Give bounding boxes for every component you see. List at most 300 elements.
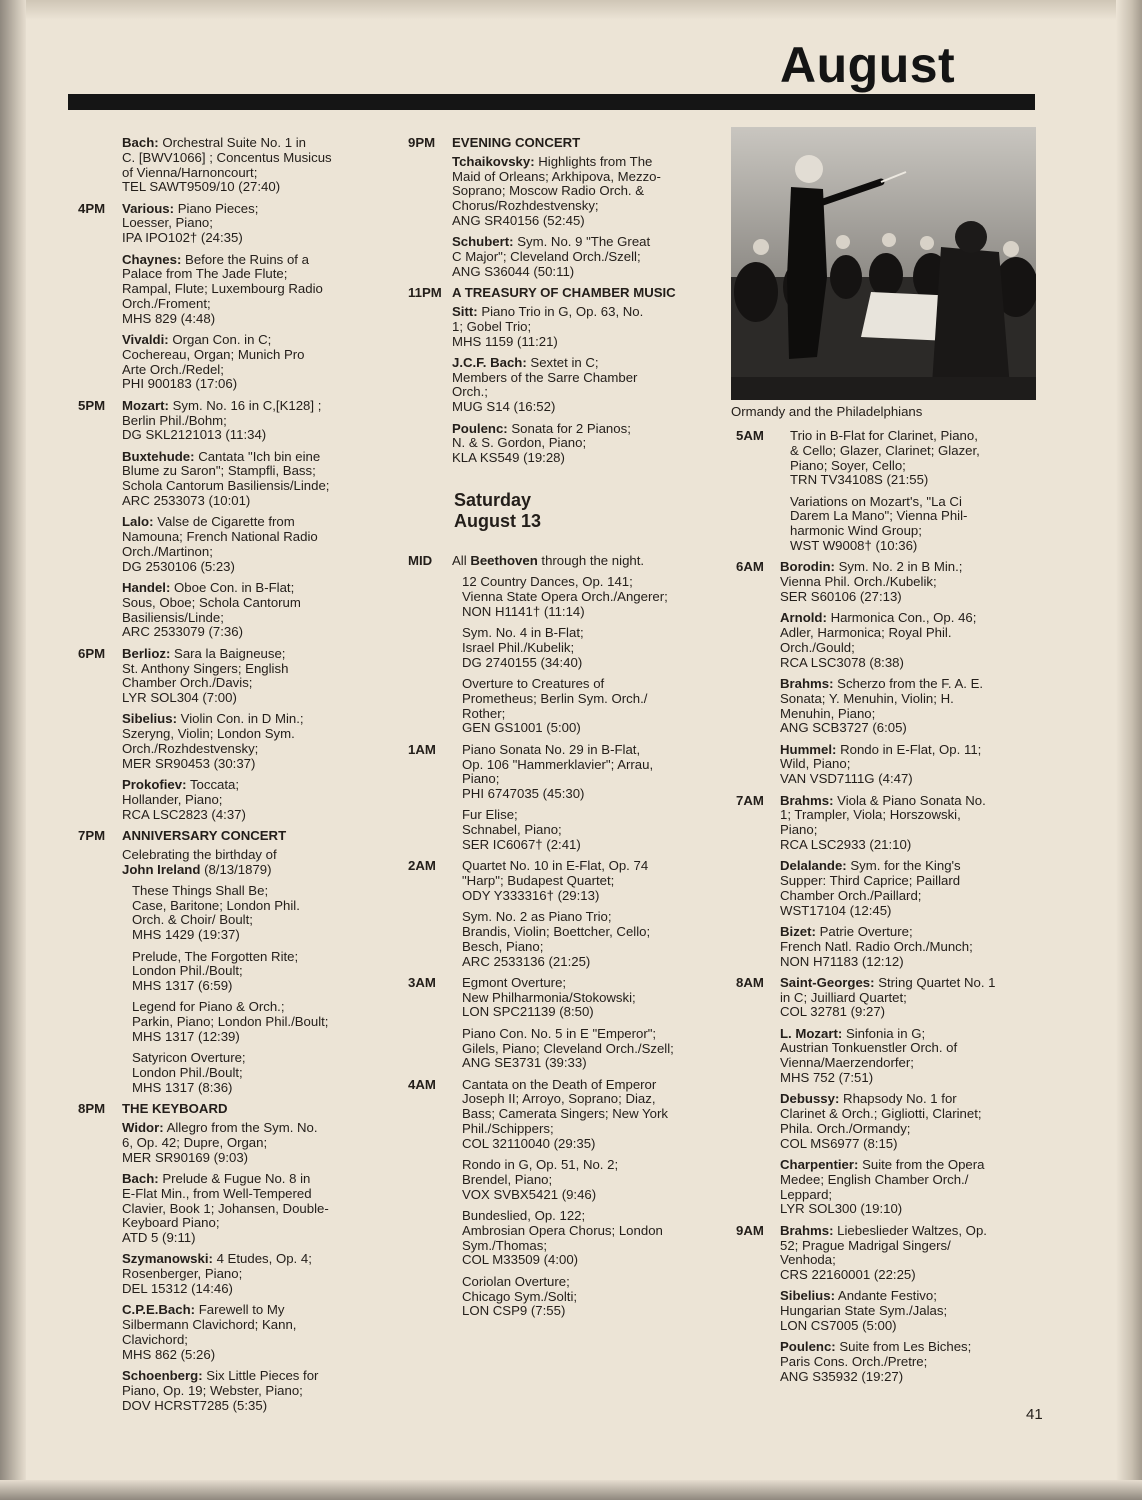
entry-line: MER SR90453 (30:37) (122, 755, 256, 771)
entry-text: Scherzo from the F. A. E. (837, 675, 984, 691)
entry-text: Cantata on the Death of Emperor (462, 1076, 657, 1092)
entry-line: MHS 1159 (11:21) (452, 333, 558, 349)
entry-first-line (122, 647, 378, 662)
entry-first-line (452, 626, 708, 641)
entry-text: Sym. No. 2 as Piano Trio; (462, 909, 612, 925)
entry-first-line (122, 202, 378, 217)
entry-line: Szeryng, Violin; London Sym. (122, 726, 295, 742)
entry-line: LON SPC21139 (8:50) (462, 1004, 594, 1020)
entry-line: Joseph II; Arroyo, Soprano; Diaz, (462, 1091, 656, 1107)
entry-line: MHS 862 (5:26) (122, 1346, 216, 1362)
program-entry (452, 1158, 708, 1202)
time-label: 6AM (736, 559, 764, 575)
entry-first-line (780, 495, 1036, 510)
page-bottom-edge (0, 1480, 1142, 1500)
slot-body (780, 794, 1036, 970)
time-slot (78, 647, 378, 823)
entry-line: COL MS6977 (8:15) (780, 1135, 898, 1151)
program-entry (122, 848, 378, 878)
entry-text: Celebrating the birthday of (122, 846, 277, 862)
entry-text: Rhapsody No. 1 for (843, 1091, 957, 1107)
program-entry (780, 611, 1036, 670)
entry-line: Darem La Mano"; Vienna Phil- (790, 508, 968, 524)
entry-text: Rondo in G, Op. 51, No. 2; (462, 1157, 619, 1173)
entry-text: Sinfonia in G; (845, 1025, 926, 1041)
entry-line: Orch.; (452, 384, 488, 400)
program-entry (452, 859, 708, 903)
composer-name: Bach: (122, 135, 159, 150)
time-slot (736, 794, 1036, 970)
entry-text: Sym. No. 4 in B-Flat; (462, 625, 584, 641)
entry-text: Highlights from The (538, 153, 653, 169)
composer-name: Sibelius: (122, 711, 177, 727)
entry-line: London Phil./Boult; (132, 963, 243, 979)
program-entry (122, 581, 378, 640)
time-label: 1AM (408, 741, 436, 757)
slot-body (122, 1102, 378, 1413)
entry-first-line (122, 848, 378, 863)
entry-line: WST17104 (12:45) (780, 902, 892, 918)
entry-line: Gilels, Piano; Cleveland Orch./Szell; (462, 1040, 674, 1056)
entry-line: VAN VSD7111G (4:47) (780, 771, 913, 787)
entry-line: GEN GS1001 (5:00) (462, 720, 581, 736)
program-entry (452, 1078, 708, 1152)
entry-text: Overture to Creatures of (462, 676, 605, 692)
program-header: THE KEYBOARD (122, 1101, 228, 1117)
entry-text: Sym. No. 2 in B Min.; (838, 559, 963, 575)
entry-line: PHI 6747035 (45:30) (462, 786, 585, 802)
entry-line: Leppard; (780, 1186, 833, 1202)
entry-first-line (122, 778, 378, 793)
entry-line: 1; Gobel Trio; (452, 318, 532, 334)
entry-line: ODY Y333316† (29:13) (462, 887, 600, 903)
entry-text: Sym. for the King's (850, 858, 961, 874)
program-entry (452, 626, 708, 670)
entry-line: Schnabel, Piano; (462, 822, 562, 838)
entry-first-line (780, 794, 1036, 809)
entry-line: MHS 752 (7:51) (780, 1070, 874, 1086)
time-label: 8AM (736, 974, 764, 990)
entry-line: Piano; (780, 822, 818, 838)
time-label: 5AM (736, 428, 764, 443)
entry-text: Egmont Overture; (462, 974, 567, 990)
entry-line: Soprano; Moscow Radio Orch. & (452, 183, 645, 199)
time-slot (78, 202, 378, 393)
entry-text-after: through the night. (541, 552, 645, 568)
entry-line: harmonic Wind Group; (790, 523, 922, 539)
entry-first-line (122, 1369, 378, 1384)
entry-text: Farewell to My (198, 1302, 285, 1318)
entry-text: Sym. No. 9 "The Great (517, 234, 651, 250)
entry-text: Cantata "Ich bin eine (198, 448, 321, 464)
page-right-edge (1116, 0, 1142, 1500)
entry-text: Sym. No. 16 in C,[K128] ; (172, 397, 322, 413)
entry-line: Schola Cantorum Basiliensis/Linde; (122, 478, 330, 494)
entry-line: Case, Baritone; London Phil. (132, 897, 300, 913)
time-label: 7AM (736, 792, 764, 808)
entry-line: Phil./Schippers; (462, 1121, 554, 1137)
entry-composer-inline: Beethoven (470, 552, 538, 568)
entry-first-line (122, 1121, 378, 1136)
entry-line: MUG S14 (16:52) (452, 399, 556, 415)
entry-text: Liebeslieder Waltzes, Op. (837, 1222, 987, 1238)
entry-line: ANG SR40156 (52:45) (452, 212, 585, 228)
entry-line: Op. 106 "Hammerklavier"; Arrau, (462, 756, 654, 772)
entry-line: London Phil./Boult; (132, 1065, 243, 1081)
entry-first-line (452, 1209, 708, 1224)
time-slot (78, 829, 378, 1096)
entry-line: St. Anthony Singers; English (122, 660, 289, 676)
entry-line: & Cello; Glazer, Clarinet; Glazer, (790, 442, 980, 458)
program-entry (122, 333, 378, 392)
entry-text: Sara la Baigneuse; (174, 645, 286, 661)
entry-first-line (780, 1158, 1036, 1173)
composer-name: Szymanowski: (122, 1251, 213, 1267)
time-label: 9PM (408, 135, 436, 150)
entry-line: KLA KS549 (19:28) (452, 450, 565, 466)
composer-name: Poulenc: (452, 420, 508, 436)
entry-first-line (452, 305, 708, 320)
entry-first-line (452, 1158, 708, 1173)
entry-text: 12 Country Dances, Op. 141; (462, 574, 633, 590)
entry-line: Clavier, Book 1; Johansen, Double- (122, 1200, 329, 1216)
entry-text: Before the Ruins of a (185, 251, 309, 267)
entry-text: Satyricon Overture; (132, 1050, 246, 1066)
composer-name: Bach: (122, 1170, 159, 1186)
entry-line: Rampal, Flute; Luxembourg Radio (122, 281, 323, 297)
entry-line: of Vienna/Harnoncourt; (122, 164, 258, 180)
entry-line: Blume zu Saron"; Stampfli, Bass; (122, 463, 316, 479)
entry-line: Parkin, Piano; London Phil./Boult; (132, 1014, 329, 1030)
entry-line: DG 2740155 (34:40) (462, 654, 583, 670)
entry-text: Patrie Overture; (819, 923, 913, 939)
entry-text: Piano Con. No. 5 in E "Emperor"; (462, 1025, 657, 1041)
schedule-column-3 (736, 429, 1036, 1391)
composer-name: Berlioz: (122, 645, 171, 661)
entry-first-line (452, 859, 708, 874)
composer-name: Sitt: (452, 303, 478, 319)
program-entry (780, 925, 1036, 969)
composer-name: Saint-Georges: (780, 974, 875, 990)
slot-body (780, 429, 1036, 554)
entry-first-line (452, 1078, 708, 1093)
honoree-name: John Ireland (122, 861, 201, 877)
composer-name: Widor: (122, 1120, 164, 1136)
entry-line: Austrian Tonkuenstler Orch. of (780, 1040, 958, 1056)
composer-name: Mozart: (122, 397, 169, 413)
entry-line: C. [BWV1066] ; Concentus Musicus (122, 149, 332, 165)
entry-text: Orchestral Suite No. 1 in (162, 135, 306, 150)
entry-line: LYR SOL300 (19:10) (780, 1201, 903, 1217)
time-slot (736, 560, 1036, 787)
entry-line (122, 863, 378, 878)
entry-first-line (122, 253, 378, 268)
entry-line: "Harp"; Budapest Quartet; (462, 873, 615, 889)
entry-line: COL 32110040 (29:35) (462, 1135, 596, 1151)
entry-line: RCA LSC3078 (8:38) (780, 654, 904, 670)
page-top-edge (26, 0, 1116, 20)
time-slot (78, 136, 378, 195)
entry-line: Berlin Phil./Bohm; (122, 412, 227, 428)
entry-line: Sonata; Y. Menuhin, Violin; H. (780, 690, 954, 706)
entry-line: Chamber Orch./Davis; (122, 675, 253, 691)
program-entry (780, 1027, 1036, 1086)
slot-body (122, 829, 378, 1096)
entry-line: Wild, Piano; (780, 756, 851, 772)
program-entry (122, 253, 378, 327)
entry-line: TEL SAWT9509/10 (27:40) (122, 179, 281, 195)
entry-first-line (780, 1027, 1036, 1042)
composer-name: Handel: (122, 580, 171, 596)
entry-text: Suite from Les Biches; (839, 1339, 972, 1355)
entry-line: N. & S. Gordon, Piano; (452, 435, 587, 451)
entry-line: Rosenberger, Piano; (122, 1266, 243, 1282)
day-heading (454, 490, 708, 532)
entry-first-line (122, 450, 378, 465)
entry-line: ARC 2533079 (7:36) (122, 624, 243, 640)
entry-line: CRS 22160001 (22:25) (780, 1267, 916, 1283)
entry-line: ANG S36044 (50:11) (452, 263, 575, 279)
entry-line: Clarinet & Orch.; Gigliotti, Clarinet; (780, 1106, 982, 1122)
entry-line: Orch. & Choir/ Boult; (132, 912, 253, 928)
entry-line: Menuhin, Piano; (780, 705, 876, 721)
program-entry (780, 560, 1036, 604)
entry-first-line (122, 1252, 378, 1267)
slot-body (122, 399, 378, 640)
program-entry (122, 950, 378, 994)
program-header: EVENING CONCERT (452, 135, 581, 150)
entry-first-line (780, 743, 1036, 758)
entry-line: LYR SOL304 (7:00) (122, 690, 237, 706)
time-label: 3AM (408, 974, 436, 990)
program-entry (122, 399, 378, 443)
entry-first-line (452, 808, 708, 823)
entry-line: SER IC6067† (2:41) (462, 836, 581, 852)
program-entry (780, 495, 1036, 554)
entry-line: NON H71183 (12:12) (780, 953, 904, 969)
slot-body (452, 859, 708, 969)
entry-line: ARC 2533073 (10:01) (122, 493, 251, 509)
entry-line: Chamber Orch./Paillard; (780, 887, 922, 903)
time-slot (408, 859, 708, 969)
schedule-column-2 (408, 136, 708, 1326)
entry-first-line (452, 743, 708, 758)
program-entry (452, 305, 708, 349)
entry-text: Toccata; (189, 777, 240, 793)
entry-line: Orch./Martinon; (122, 543, 213, 559)
entry-first-line (780, 1340, 1036, 1355)
program-entry (122, 1172, 378, 1246)
entry-line: MHS 829 (4:48) (122, 310, 216, 326)
entry-first-line (122, 136, 378, 151)
day-heading-line: Saturday (454, 489, 532, 510)
composer-name: Delalande: (780, 858, 847, 874)
entry-first-line (452, 155, 708, 170)
page-number: 41 (1026, 1406, 1043, 1423)
entry-line: Chorus/Rozhdestvensky; (452, 198, 599, 214)
entry-line: Brendel, Piano; (462, 1171, 553, 1187)
time-slot (736, 429, 1036, 554)
slot-body (780, 560, 1036, 787)
program-entry (122, 202, 378, 246)
time-slot (736, 1224, 1036, 1385)
composer-name: Schubert: (452, 234, 514, 250)
program-entry (452, 976, 708, 1020)
entry-text: Variations on Mozart's, "La Ci (790, 493, 962, 509)
slot-body (780, 976, 1036, 1217)
entry-text: Fur Elise; (462, 807, 518, 823)
entry-line: Besch, Piano; (462, 938, 544, 954)
program-entry (452, 155, 708, 229)
entry-line: C Major"; Cleveland Orch./Szell; (452, 249, 641, 265)
entry-text: All (452, 552, 467, 568)
composer-name: J.C.F. Bach: (452, 354, 527, 370)
entry-line: LON CSP9 (7:55) (462, 1303, 566, 1319)
entry-line: Brandis, Violin; Boettcher, Cello; (462, 923, 651, 939)
composer-name: Charpentier: (780, 1157, 859, 1173)
program-entry (122, 1121, 378, 1165)
program-entry (122, 1051, 378, 1095)
entry-first-line (452, 422, 708, 437)
entry-line: Members of the Sarre Chamber (452, 369, 638, 385)
entry-first-line (452, 1027, 708, 1042)
entry-line: LON CS7005 (5:00) (780, 1318, 897, 1334)
program-entry (780, 677, 1036, 736)
entry-text: Legend for Piano & Orch.; (132, 999, 285, 1015)
entry-line: DG SKL2121013 (11:34) (122, 427, 267, 443)
page-spine-shadow (0, 0, 26, 1500)
entry-line: RCA LSC2823 (4:37) (122, 806, 246, 822)
entry-line: MHS 1317 (8:36) (132, 1079, 233, 1095)
time-slot (408, 1078, 708, 1319)
slot-body (122, 647, 378, 823)
slot-body (452, 286, 708, 466)
entry-line: New Philharmonia/Stokowski; (462, 989, 636, 1005)
entry-first-line (452, 235, 708, 250)
program-entry (122, 1000, 378, 1044)
entry-text: Organ Con. in C; (172, 332, 272, 348)
composer-name: Schoenberg: (122, 1367, 203, 1383)
entry-line: Maid of Orleans; Arkhipova, Mezzo- (452, 168, 661, 184)
entry-first-line (452, 356, 708, 371)
entry-text: Sonata for 2 Pianos; (511, 420, 631, 436)
time-label: 2AM (408, 858, 436, 874)
composer-name: Tchaikovsky: (452, 153, 535, 169)
entry-first-line (122, 1172, 378, 1187)
program-entry (122, 1369, 378, 1413)
entry-first-line (452, 575, 708, 590)
program-entry (780, 1289, 1036, 1333)
entry-line: NON H1141† (11:14) (462, 603, 585, 619)
entry-line: ANG S35932 (19:27) (780, 1368, 904, 1384)
entry-text: Viola & Piano Sonata No. (837, 792, 986, 808)
time-slot (408, 976, 708, 1071)
program-entry (780, 429, 1036, 488)
entry-line: 52; Prague Madrigal Singers/ (780, 1237, 951, 1253)
entry-line: PHI 900183 (17:06) (122, 376, 238, 392)
entry-line: Vienna Phil. Orch./Kubelik; (780, 574, 937, 590)
photo-caption: Ormandy and the Philadelphians (731, 404, 923, 419)
program-entry (452, 1027, 708, 1071)
entry-first-line (780, 859, 1036, 874)
entry-line: Orch./Froment; (122, 295, 211, 311)
entry-first-line (780, 611, 1036, 626)
composer-name: Arnold: (780, 610, 827, 626)
entry-first-line (780, 925, 1036, 940)
composer-name: Vivaldi: (122, 332, 169, 348)
entry-text: Quartet No. 10 in E-Flat, Op. 74 (462, 858, 649, 874)
entry-line: Supper: Third Caprice; Paillard (780, 873, 961, 889)
entry-first-line (452, 910, 708, 925)
entry-line: Ambrosian Opera Chorus; London (462, 1222, 663, 1238)
entry-text: Six Little Pieces for (206, 1367, 319, 1383)
entry-line: Palace from The Jade Flute; (122, 266, 288, 282)
program-entry (452, 677, 708, 736)
entry-line: COL 32781 (9:27) (780, 1004, 886, 1020)
entry-first-line (122, 1000, 378, 1015)
composer-name: Debussy: (780, 1091, 840, 1107)
composer-name: C.P.E.Bach: (122, 1302, 196, 1318)
entry-text: Piano Pieces; (177, 200, 259, 216)
entry-line: MHS 1429 (19:37) (132, 927, 240, 943)
slot-body (452, 136, 708, 280)
time-label: 9AM (736, 1222, 764, 1238)
entry-first-line (122, 399, 378, 414)
time-slot (408, 554, 708, 736)
entry-first-line (780, 560, 1036, 575)
entry-line: RCA LSC2933 (21:10) (780, 836, 912, 852)
entry-line: Adler, Harmonica; Royal Phil. (780, 625, 952, 641)
entry-line: Chicago Sym./Solti; (462, 1288, 578, 1304)
entry-text: Suite from the Opera (862, 1157, 985, 1173)
entry-text: Piano Trio in G, Op. 63, No. (481, 303, 644, 319)
entry-line: Basiliensis/Linde; (122, 609, 224, 625)
composer-name: Bizet: (780, 923, 816, 939)
composer-name: Borodin: (780, 559, 835, 575)
entry-first-line (780, 1289, 1036, 1304)
entry-text: These Things Shall Be; (132, 882, 269, 898)
entry-line: VOX SVBX5421 (9:46) (462, 1186, 597, 1202)
entry-text: Valse de Cigarette from (157, 514, 295, 530)
time-slot (736, 976, 1036, 1217)
entry-text: Trio in B-Flat for Clarinet, Piano, (790, 428, 978, 443)
entry-line: ARC 2533136 (21:25) (462, 953, 591, 969)
entry-line: DG 2530106 (5:23) (122, 558, 235, 574)
entry-line: Hungarian State Sym./Jalas; (780, 1303, 948, 1319)
entry-first-line (122, 950, 378, 965)
entry-first-line (452, 1275, 708, 1290)
time-slot (78, 399, 378, 640)
entry-text: Andante Festivo; (837, 1288, 937, 1304)
program-entry (780, 859, 1036, 918)
entry-text: Coriolan Overture; (462, 1273, 570, 1289)
entry-line: MER SR90169 (9:03) (122, 1149, 249, 1165)
entry-text: Violin Con. in D Min.; (180, 711, 304, 727)
entry-text: String Quartet No. 1 (878, 974, 996, 990)
program-entry (780, 794, 1036, 853)
entry-line: MHS 1317 (12:39) (132, 1029, 240, 1045)
program-entry (452, 422, 708, 466)
composer-name: Hummel: (780, 741, 837, 757)
entry-first-line (780, 429, 1036, 444)
entry-first-line (122, 581, 378, 596)
entry-line: Loesser, Piano; (122, 215, 213, 231)
program-entry (780, 743, 1036, 787)
entry-line: DEL 15312 (14:46) (122, 1280, 233, 1296)
program-entry (122, 1303, 378, 1362)
entry-first-line (452, 554, 708, 569)
time-label: MID (408, 552, 433, 568)
